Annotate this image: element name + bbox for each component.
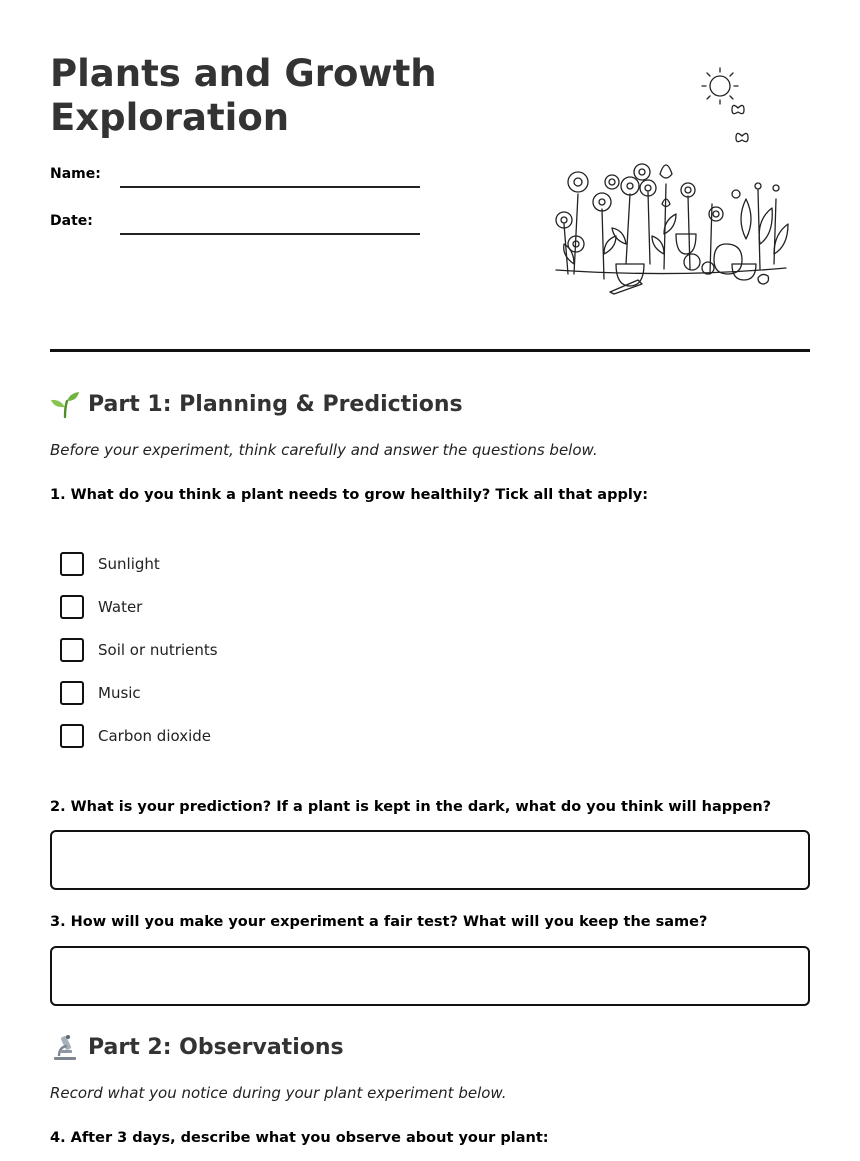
butterfly-icon: [732, 105, 748, 141]
checkbox-row-sunlight[interactable]: [60, 552, 160, 576]
part2-intro: Record what you notice during your plant experiment below.: [50, 1084, 507, 1102]
checkbox-label: Carbon dioxide: [98, 727, 212, 745]
part2-title: Part 2: Observations: [88, 1034, 344, 1060]
page-title: Plants and Growth Exploration: [50, 52, 437, 139]
checkbox-row-music[interactable]: [60, 681, 141, 705]
question-4: 4. After 3 days, describe what you observe about your plant:: [50, 1130, 549, 1146]
checkbox-row-water[interactable]: [60, 595, 142, 619]
checkbox[interactable]: [60, 552, 84, 576]
checkbox-label: Sunlight: [98, 555, 160, 573]
part1-title: Part 1: Planning & Predictions: [88, 391, 463, 417]
name-label: Name:: [50, 166, 101, 182]
section-divider: [50, 349, 810, 352]
checkbox[interactable]: [60, 638, 84, 662]
seedling-icon: [50, 389, 80, 419]
checkbox-label: Soil or nutrients: [98, 641, 218, 659]
answer-box-3[interactable]: [50, 946, 810, 1006]
date-label: Date:: [50, 213, 93, 229]
checkbox[interactable]: [60, 724, 84, 748]
checkbox-row-carbon-dioxide[interactable]: [60, 724, 211, 748]
checkbox-row-soil[interactable]: [60, 638, 218, 662]
checkbox[interactable]: [60, 681, 84, 705]
garden-illustration: [546, 64, 792, 302]
name-field[interactable]: [120, 186, 420, 188]
question-3: 3. How will you make your experiment a fair test? What will you keep the same?: [50, 914, 708, 930]
answer-box-2[interactable]: [50, 830, 810, 890]
date-field[interactable]: [120, 233, 420, 235]
part1-heading: [50, 389, 463, 419]
checkbox[interactable]: [60, 595, 84, 619]
checkbox-label: Water: [98, 598, 143, 616]
question-1: 1. What do you think a plant needs to grow healthily? Tick all that apply:: [50, 487, 649, 503]
question-2: 2. What is your prediction? If a plant is kept in the dark, what do you think will happen?: [50, 799, 772, 815]
part2-heading: [50, 1032, 344, 1062]
checkbox-label: Music: [98, 684, 141, 702]
microscope-icon: [50, 1032, 80, 1062]
sun-icon: [702, 68, 738, 104]
part1-intro: Before your experiment, think carefully and answer the questions below.: [50, 441, 598, 459]
